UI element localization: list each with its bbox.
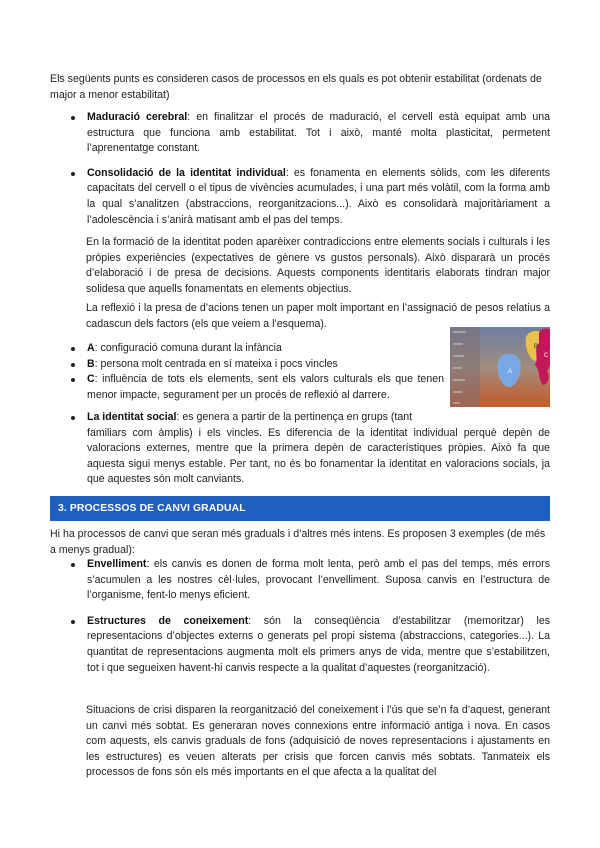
list-item <box>50 557 550 604</box>
section-intro: Hi ha processos de canvi que seran més graduals i d’altres més intens. Es proposen 3 exemples (de més a menys gradual): <box>50 528 546 556</box>
term: Envelliment <box>87 558 147 570</box>
stability-list <box>50 110 550 228</box>
list-item <box>50 357 480 373</box>
bullet-icon <box>71 620 75 624</box>
intro-paragraph: Els següents punts es consideren casos de processos en els quals es pot obtenir estabilitat (ordenats de major a menor estabilitat) <box>50 73 542 101</box>
definition: : en finalitzar el procés de maduració, el cervell està equipat amb una estructura que funciona amb estabilitat. Tot i això, manté molta plasticitat, permetent l’aprenentatge constant. <box>87 111 550 155</box>
gradual-change-list <box>50 557 550 676</box>
bullet-icon <box>71 378 75 382</box>
list-item <box>50 166 550 228</box>
term: La identitat social <box>87 411 177 423</box>
definition: : influència de tots els elements, sent els valors culturals els que tenen menor impacte, segurament per un procés de reflexió al darrere. <box>87 373 444 401</box>
list-item <box>50 410 550 488</box>
bullet-icon <box>71 363 75 367</box>
identity-diagram <box>450 327 550 407</box>
definition: : persona molt centrada en sí mateixa i pocs vincles <box>94 357 338 370</box>
bullet-icon <box>71 347 75 351</box>
definition: : es fonamenta en elements sòlids, com les diferents capacitats del cervell o el tipus de vivències acumulades, i una part més volàtil, com la forma amb la qual s’analitzen (abstraccions, reorganitzacions...). Això es consolidarà majoritàriament a l’adolescència i s’anirà matisant amb el pas del temps. <box>87 166 550 226</box>
label-c: C <box>544 353 549 359</box>
section-heading-bar <box>50 496 550 521</box>
definition: : es genera a partir de la pertinença en grups (tant <box>176 411 413 423</box>
list-item <box>50 614 550 676</box>
bullet-icon <box>71 172 75 176</box>
term: Maduració cerebral <box>87 111 188 123</box>
label-a: A <box>508 369 513 375</box>
term: B <box>87 357 95 370</box>
bullet-icon <box>71 563 75 567</box>
term: C <box>87 373 95 386</box>
definition: : són la conseqüència d’estabilitzar (memoritzar) les representacions d’objectes externs o generats pel propi sistema (abstraccions, categories...). La quantitat de representacions augmenta molt els primers anys de vida, mentre que s’estabilitzen, tot i que segueixen havent-hi canvis respecte a la qualitat d’aquestes (reorganització). <box>87 614 551 674</box>
term: Estructures de coneixement <box>87 614 249 627</box>
definition-continued: familiars com àmplis) i els vincles. Es diferencia de la identitat individual perquè depèn de valoracions externes, mentre que la primera depèn de característiques pròpies. Això fa que aquesta sigui menys estable. Per tant, no és bo fonamentar la identitat en valoracions socials, ja que aquestes són molt canviants. <box>87 426 550 486</box>
label-b: B <box>534 344 539 350</box>
abc-list <box>50 341 480 403</box>
diagram-legend-panel <box>450 327 480 407</box>
list-item <box>50 341 480 357</box>
bullet-icon <box>71 416 75 420</box>
diagram-svg <box>450 327 550 407</box>
identity-paragraph: En la formació de la identitat poden aparèixer contradiccions entre elements socials i culturals i les pròpies experiències (expectatives de gènere vs gustos personals). Això dispararà un procés d’elaboració i de presa de decisions. Aquests components identitaris elaborats tindran major solidesa que aquells fonamentats en elements objectius. <box>86 236 550 295</box>
bullet-icon <box>71 116 75 120</box>
definition: : configuració comuna durant la infància <box>94 342 282 354</box>
list-item <box>50 372 480 403</box>
reflection-paragraph: La reflexió i la presa de d’acions tenen un paper molt important en l’assignació de pesos relatius a cadascun dels factors (els que veiem a l’esquema). <box>86 302 550 330</box>
social-identity-list <box>50 410 550 488</box>
list-item <box>50 110 550 157</box>
term: A <box>87 342 95 354</box>
term: Consolidació de la identitat individual <box>87 166 286 179</box>
definition: : els canvis es donen de forma molt lenta, però amb el pas del temps, més errors s’acumulen a les nostres cèl·lules, provocant l’envelliment. Suposa canvis en l’estructura de l’organisme, fent-lo menys eficient. <box>87 558 550 602</box>
crisis-paragraph: Situacions de crisi disparen la reorganització del coneixement i l’ús que se’n fa d’aquest, generant un canvi més sobtat. Es generaran noves connexions entre informació antiga i nova. En casos com aquests, els canvis graduals de fons (adquisició de noves representacions i ajustaments en les estructures) es veuen alterats per crisis que forcen canvis més sobtats. Tanmateix els processos de fons són els més importants en el que afecta a la qualitat del <box>86 704 550 779</box>
section-title: 3. PROCESSOS DE CANVI GRADUAL <box>58 503 246 514</box>
